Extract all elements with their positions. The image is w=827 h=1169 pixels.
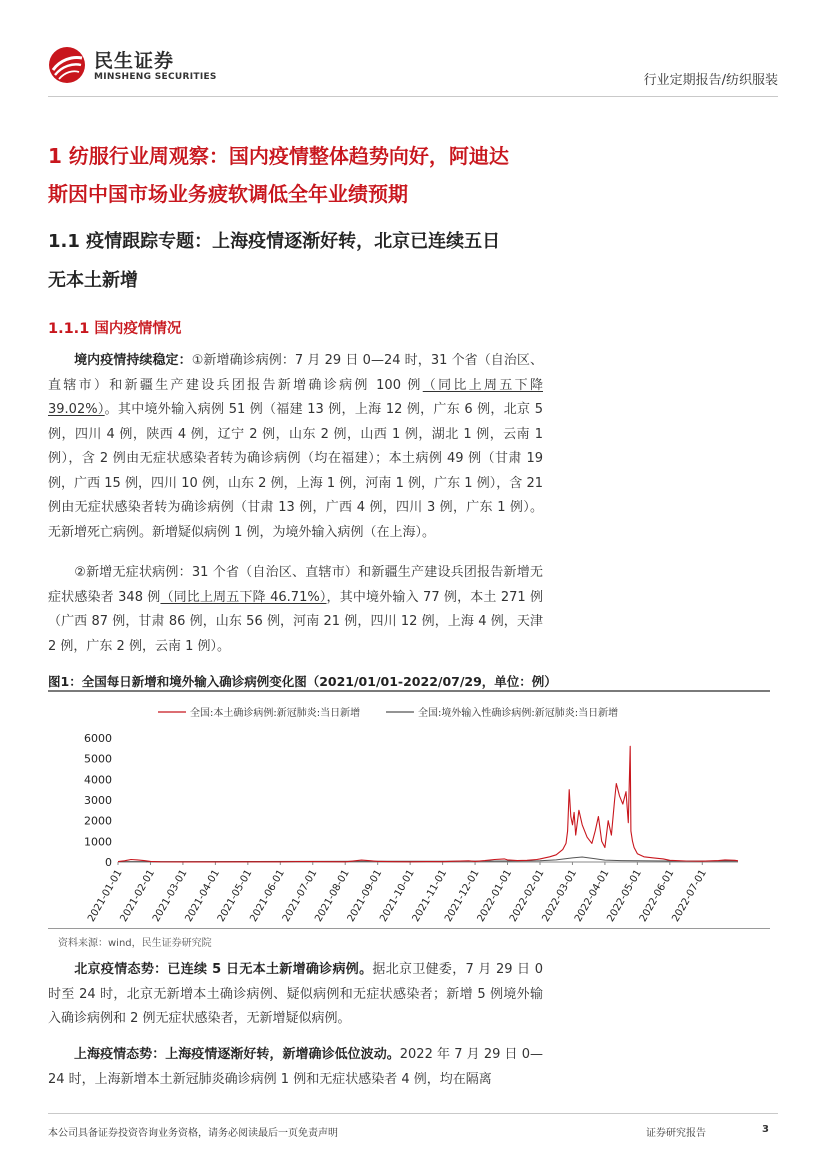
paragraph-text: 据北京卫健委，7 月 29 日 0 时至 24 时，北京无新增本土确诊病例、疑似病例和无症状感染者；新增 5 例境外输入确诊病例和 2 例无症状感染者，无新增疑似病例。 — [48, 962, 543, 1026]
paragraph-text: 2022 年 7 月 29 日 0—24 时，上海新增本土新冠肺炎确诊病例 1 例和无症状感染者 4 例，均在隔离 — [48, 1047, 543, 1087]
y-tick-label: 1000 — [84, 835, 112, 849]
series-layer — [118, 746, 738, 862]
subsubsection-heading: 1.1.1 国内疫情情况 — [48, 321, 182, 337]
x-tick-label: 2022-06-01 — [637, 868, 677, 924]
x-tick-label: 2022-05-01 — [605, 868, 644, 924]
y-axis — [84, 732, 112, 869]
paragraph-lead: 上海疫情态势：上海疫情逐渐好转，新增确诊低位波动。 — [74, 1047, 400, 1062]
paragraph-beijing — [48, 958, 543, 1032]
x-tick-label: 2021-02-01 — [118, 868, 158, 924]
figure-top-rule — [48, 690, 770, 692]
legend-label-imported: 全国:境外输入性确诊病例:新冠肺炎:当日新增 — [418, 708, 619, 719]
figure-bottom-rule — [48, 928, 770, 929]
paragraph-text: 。其中境外输入病例 51 例（福建 13 例，上海 12 例，广东 6 例，北京 5 例，四川 4 例，陕西 4 例，辽宁 2 例，山东 2 例，山西 1 例，湖北 1 例，云南 1 例），含 2 例由无症状感染者转为确诊病例（均在福建）；本土病例 49 例（甘肃 19 例，广西 15 例，四川 10 例，山东 2 例，上海 1 例，河南 1 例，广东 1 例），含 21 例由无症状感染者转为确诊病例（甘肃 13 例，广西 4 例，四川 3 例，广东 1 例）。无新增死亡病例。新增疑似病例 1 例，为境外输入病例（在上海）。 — [48, 402, 543, 540]
paragraph-text: ①新增确诊病例：7 月 29 日 0—24 时，31 个省（自治区、直辖市）和新疆生产建设兵团报告新增确诊病例 100 例 — [48, 353, 543, 393]
x-tick-label: 2021-05-01 — [215, 868, 255, 924]
header-divider — [48, 96, 778, 97]
x-tick-label: 2021-07-01 — [280, 868, 320, 924]
y-tick-label: 2000 — [84, 814, 112, 828]
x-tick-label: 2021-06-01 — [248, 868, 287, 924]
paragraph-underlined: （同比上周五下降 46.71%） — [160, 589, 327, 605]
x-tick-label: 2021-12-01 — [443, 868, 482, 924]
paragraph-lead: 境内疫情持续稳定： — [74, 353, 192, 368]
subsection-heading-line2: 无本土新增 — [48, 270, 138, 291]
logo-text-cn: 民生证券 — [94, 50, 175, 72]
series-line-domestic — [118, 746, 738, 862]
figure-title: 图1：全国每日新增和境外输入确诊病例变化图（2021/01/01-2022/07/29，单位：例） — [48, 674, 557, 689]
x-tick-label: 2022-03-01 — [540, 868, 580, 924]
x-tick-label: 2021-08-01 — [313, 868, 352, 924]
x-tick-label: 2021-11-01 — [410, 868, 450, 924]
x-tick-label: 2021-09-01 — [345, 868, 385, 924]
legend-label-domestic: 全国:本土确诊病例:新冠肺炎:当日新增 — [190, 708, 361, 719]
paragraph-asymptomatic — [48, 561, 543, 659]
x-tick-label: 2022-02-01 — [507, 868, 547, 924]
paragraph-underlined: （同比上周五下降 39.02%） — [48, 377, 543, 417]
footer-disclaimer: 本公司具备证券投资咨询业务资格，请务必阅读最后一页免责声明 — [48, 1128, 338, 1139]
x-tick-label: 2021-04-01 — [183, 868, 222, 924]
footer-report-label: 证券研究报告 — [646, 1128, 706, 1139]
section-heading-line1: 1 纺服行业周观察：国内疫情整体趋势向好，阿迪达 — [48, 144, 509, 168]
x-tick-label: 2021-01-01 — [86, 868, 125, 924]
page-number: 3 — [762, 1124, 769, 1135]
series-line-imported — [118, 857, 738, 862]
x-tick-label: 2022-04-01 — [572, 868, 612, 924]
logo — [48, 42, 248, 92]
paragraph-domestic-epidemic — [48, 349, 543, 545]
chart-legend — [158, 706, 618, 719]
footer-divider — [48, 1113, 778, 1114]
paragraph-shanghai — [48, 1043, 543, 1092]
y-tick-label: 4000 — [84, 773, 112, 787]
minsheng-logo-icon — [48, 46, 86, 84]
paragraph-text: ，其中境外输入 77 例，本土 271 例（广西 87 例，甘肃 86 例，山东 56 例，河南 21 例，四川 12 例，上海 4 例，天津 2 例，广东 2 例，云南 1 例）。 — [48, 589, 544, 654]
section-heading-line2: 斯因中国市场业务疲软调低全年业绩预期 — [48, 182, 408, 206]
subsection-heading-line1: 1.1 疫情跟踪专题：上海疫情逐渐好转，北京已连续五日 — [48, 231, 501, 252]
figure-source: 资料来源：wind，民生证券研究院 — [58, 938, 212, 949]
paragraph-lead: 北京疫情态势：已连续 5 日无本土新增确诊病例。 — [74, 962, 373, 977]
x-tick-label: 2022-07-01 — [670, 868, 709, 924]
logo-text-en: MINSHENG SECURITIES — [94, 72, 217, 82]
x-tick-label: 2022-01-01 — [475, 868, 515, 924]
covid-cases-chart — [48, 696, 770, 926]
report-type: 行业定期报告/纺织服装 — [643, 73, 778, 88]
y-tick-label: 3000 — [84, 794, 112, 807]
x-axis — [86, 862, 738, 924]
paragraph-text: ②新增无症状病例：31 个省（自治区、直辖市）和新疆生产建设兵团报告新增无症状感染者 348 例 — [48, 565, 543, 605]
y-tick-label: 0 — [105, 856, 112, 869]
y-tick-label: 6000 — [84, 732, 112, 745]
y-tick-label: 5000 — [84, 752, 112, 766]
page-header — [48, 42, 778, 92]
x-tick-label: 2021-10-01 — [378, 868, 417, 924]
x-tick-label: 2021-03-01 — [150, 868, 190, 924]
